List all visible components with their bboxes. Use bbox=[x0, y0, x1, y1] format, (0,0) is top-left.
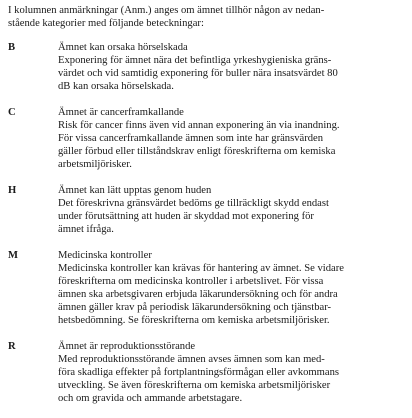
category-title: Ämnet kan orsaka hörselskada bbox=[58, 42, 188, 53]
category-text-line: under förutsättning att huden är skyddad mot exponering för bbox=[58, 211, 314, 223]
category-text-line: dB kan orsaka hörselskada. bbox=[58, 81, 174, 93]
category-body bbox=[58, 41, 406, 93]
category-text-line: gäller förbud eller tillståndskrav enligt föreskrifterna om kemiska bbox=[58, 146, 336, 158]
category-code: B bbox=[8, 42, 16, 53]
category-title: Medicinska kontroller bbox=[58, 250, 152, 261]
category-code: C bbox=[8, 107, 16, 118]
category-text-line: Risk för cancer finns även vid annan exponering än via inandning. bbox=[58, 120, 340, 132]
category-text-line: värdet och vid samtidig exponering för buller nära insatsvärdet 80 bbox=[58, 68, 338, 80]
category-title: Ämnet är cancerframkallande bbox=[58, 107, 184, 118]
category-text-line: Det föreskrivna gränsvärdet bedöms ge tillräckligt skydd endast bbox=[58, 198, 329, 210]
category-text-line: För vissa cancerframkallande ämnen som inte har gränsvärden bbox=[58, 133, 324, 145]
intro-paragraph bbox=[8, 4, 406, 30]
category-text-line: hetsbedömning. Se föreskrifterna om kemiska arbetsmiljörisker. bbox=[58, 315, 330, 327]
category-text-line: och om gravida och ammande arbetstagare. bbox=[58, 393, 243, 405]
category-code: M bbox=[8, 250, 18, 261]
category-text-line: föreskrifterna om medicinska kontroller i arbetslivet. För vissa bbox=[58, 276, 324, 288]
category-text-line: utveckling. Se även föreskrifterna om kemiska arbetsmiljörisker bbox=[58, 380, 331, 392]
category-text-line: ämnen gäller krav på periodisk läkarundersökning och tjänstbar- bbox=[58, 302, 332, 314]
category-body bbox=[58, 184, 406, 236]
category-title: Ämnet är reproduktionsstörande bbox=[58, 341, 196, 352]
category-text-line: föra skadliga effekter på fortplantningsförmågan eller avkommans bbox=[58, 367, 340, 379]
category-text-line: ämnet ifråga. bbox=[58, 224, 114, 236]
category-code: R bbox=[8, 341, 16, 352]
intro-line: stående kategorier med följande beteckningar: bbox=[8, 18, 204, 30]
category-title: Ämnet kan lätt upptas genom huden bbox=[58, 185, 212, 196]
category-body bbox=[58, 106, 406, 171]
category-text-line: Exponering för ämnet nära det befintliga yrkeshygieniska gräns- bbox=[58, 55, 332, 67]
category-text-line: Medicinska kontroller kan krävas för hantering av ämnet. Se vidare bbox=[58, 263, 344, 275]
category-text-line: Med reproduktionsstörande ämnen avses ämnen som kan med- bbox=[58, 354, 325, 366]
intro-line: I kolumnen anmärkningar (Anm.) anges om ämnet tillhör någon av nedan- bbox=[8, 5, 325, 16]
category-body bbox=[58, 340, 406, 405]
category-body bbox=[58, 249, 406, 328]
category-text-line: ämnen ska arbetsgivaren erbjuda läkarundersökning och för andra bbox=[58, 289, 338, 301]
category-text-line: arbetsmiljörisker. bbox=[58, 159, 132, 171]
category-code: H bbox=[8, 185, 17, 196]
